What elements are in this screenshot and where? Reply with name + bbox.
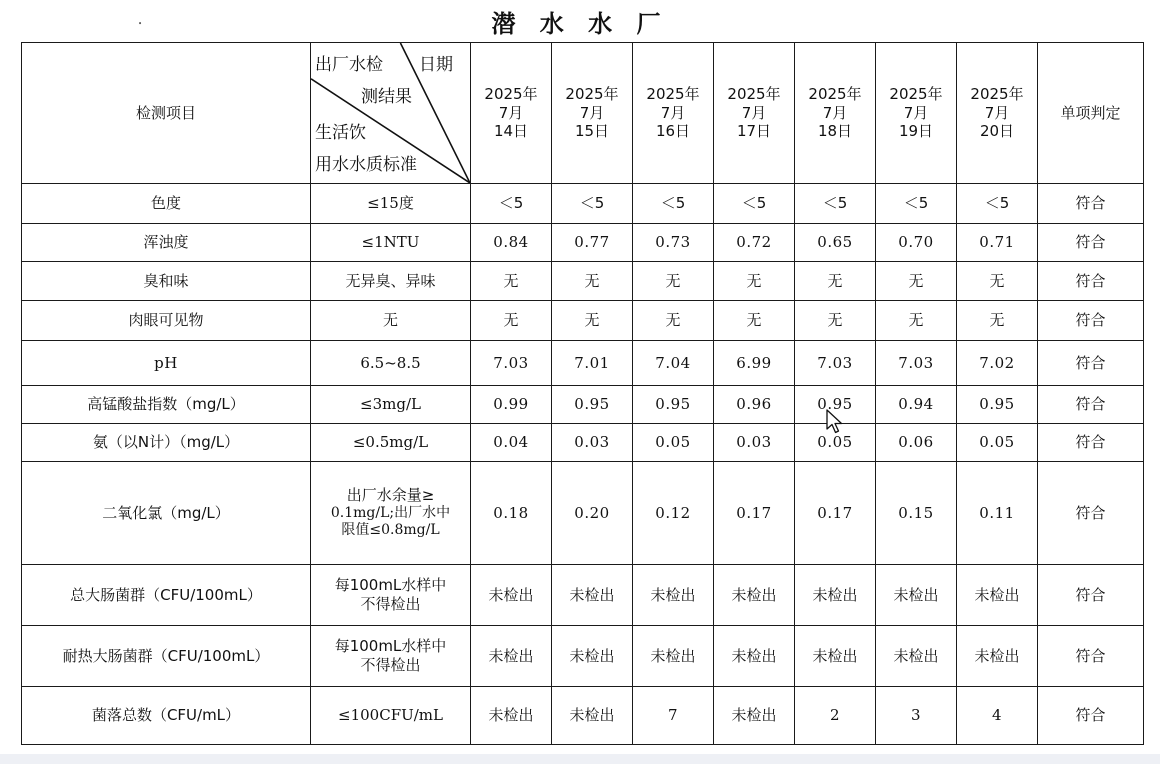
- row-result: 符合: [1038, 262, 1144, 301]
- row-result: 符合: [1038, 184, 1144, 224]
- row-value: 无: [876, 301, 957, 341]
- table-row: [22, 224, 1144, 262]
- row-value: 未检出: [552, 687, 633, 745]
- row-value: ＜5: [471, 184, 552, 224]
- row-value: 无: [957, 301, 1038, 341]
- water-quality-table: [21, 42, 1144, 745]
- table-row: [22, 341, 1144, 386]
- row-value: 0.05: [795, 424, 876, 462]
- row-value: 未检出: [471, 626, 552, 687]
- row-result: 符合: [1038, 224, 1144, 262]
- row-result: 符合: [1038, 386, 1144, 424]
- row-value: 0.95: [795, 386, 876, 424]
- table-row: [22, 462, 1144, 565]
- row-value: 0.03: [552, 424, 633, 462]
- row-value: 未检出: [633, 626, 714, 687]
- row-standard: 无: [311, 301, 471, 341]
- row-value: 0.15: [876, 462, 957, 565]
- row-standard: 每100mL水样中 不得检出: [311, 626, 471, 687]
- row-value: 未检出: [714, 565, 795, 626]
- mouse-pointer-icon: [826, 409, 846, 435]
- row-standard: 6.5~8.5: [311, 341, 471, 386]
- row-standard: ≤3mg/L: [311, 386, 471, 424]
- row-item-label: 浑浊度: [22, 224, 311, 262]
- row-value: 7.02: [957, 341, 1038, 386]
- table-row: [22, 301, 1144, 341]
- row-standard: ≤100CFU/mL: [311, 687, 471, 745]
- row-value: 6.99: [714, 341, 795, 386]
- page-title: 潜 水 水 厂: [491, 10, 669, 38]
- row-value: 无: [552, 301, 633, 341]
- row-value: 无: [471, 301, 552, 341]
- row-result: 符合: [1038, 565, 1144, 626]
- row-value: ＜5: [795, 184, 876, 224]
- row-value: 0.72: [714, 224, 795, 262]
- row-value: 7.03: [471, 341, 552, 386]
- row-standard: ≤1NTU: [311, 224, 471, 262]
- row-value: 2: [795, 687, 876, 745]
- row-value: 7.03: [795, 341, 876, 386]
- row-item-label: 高锰酸盐指数（mg/L）: [22, 386, 311, 424]
- row-value: 0.84: [471, 224, 552, 262]
- row-item-label: 二氧化氯（mg/L）: [22, 462, 311, 565]
- judgement-column-header: 单项判定: [1038, 43, 1144, 184]
- row-value: 0.20: [552, 462, 633, 565]
- row-value: 0.18: [471, 462, 552, 565]
- row-value: 无: [795, 262, 876, 301]
- row-value: 未检出: [957, 626, 1038, 687]
- row-value: 0.05: [957, 424, 1038, 462]
- diag-bottom-label-1: 生活饮: [315, 123, 366, 143]
- date-header-1: 2025年 7月 14日: [471, 43, 552, 184]
- row-value: 无: [471, 262, 552, 301]
- row-standard: 出厂水余量≥ 0.1mg/L;出厂水中 限值≤0.8mg/L: [311, 462, 471, 565]
- row-value: 0.70: [876, 224, 957, 262]
- table-row: [22, 687, 1144, 745]
- row-result: 符合: [1038, 424, 1144, 462]
- row-standard: 每100mL水样中 不得检出: [311, 565, 471, 626]
- row-result: 符合: [1038, 626, 1144, 687]
- header-row: [22, 43, 1144, 184]
- row-value: 0.95: [633, 386, 714, 424]
- row-standard: ≤15度: [311, 184, 471, 224]
- date-header-5: 2025年 7月 18日: [795, 43, 876, 184]
- row-value: 0.06: [876, 424, 957, 462]
- row-value: 无: [876, 262, 957, 301]
- row-value: 0.96: [714, 386, 795, 424]
- table-row: [22, 626, 1144, 687]
- row-item-label: pH: [22, 341, 311, 386]
- row-value: 0.99: [471, 386, 552, 424]
- row-value: 未检出: [471, 565, 552, 626]
- row-result: 符合: [1038, 301, 1144, 341]
- row-value: 7.04: [633, 341, 714, 386]
- row-value: 未检出: [795, 626, 876, 687]
- row-value: 0.05: [633, 424, 714, 462]
- table-row: [22, 424, 1144, 462]
- row-item-label: 总大肠菌群（CFU/100mL）: [22, 565, 311, 626]
- row-value: 无: [633, 262, 714, 301]
- row-value: 0.03: [714, 424, 795, 462]
- row-value: 4: [957, 687, 1038, 745]
- date-header-4: 2025年 7月 17日: [714, 43, 795, 184]
- row-value: 未检出: [714, 626, 795, 687]
- row-standard: ≤0.5mg/L: [311, 424, 471, 462]
- row-item-label: 耐热大肠菌群（CFU/100mL）: [22, 626, 311, 687]
- row-value: 未检出: [714, 687, 795, 745]
- row-item-label: 臭和味: [22, 262, 311, 301]
- row-value: 0.17: [795, 462, 876, 565]
- diagonal-header-cell: [311, 43, 471, 184]
- row-result: 符合: [1038, 341, 1144, 386]
- item-column-header: 检测项目: [22, 43, 311, 184]
- bottom-strip: [0, 754, 1160, 764]
- row-value: 7: [633, 687, 714, 745]
- row-value: 3: [876, 687, 957, 745]
- row-value: 无: [633, 301, 714, 341]
- row-value: 0.04: [471, 424, 552, 462]
- row-item-label: 氨（以N计）（mg/L）: [22, 424, 311, 462]
- table-row: [22, 184, 1144, 224]
- table-row: [22, 262, 1144, 301]
- row-value: 0.95: [552, 386, 633, 424]
- row-result: 符合: [1038, 687, 1144, 745]
- row-standard: 无异臭、异味: [311, 262, 471, 301]
- row-value: 未检出: [552, 626, 633, 687]
- row-value: 0.77: [552, 224, 633, 262]
- row-value: 无: [714, 262, 795, 301]
- row-value: 无: [795, 301, 876, 341]
- table-row: [22, 565, 1144, 626]
- row-value: 未检出: [876, 626, 957, 687]
- row-value: 7.03: [876, 341, 957, 386]
- row-value: ＜5: [633, 184, 714, 224]
- row-value: 未检出: [552, 565, 633, 626]
- row-value: 未检出: [795, 565, 876, 626]
- date-header-6: 2025年 7月 19日: [876, 43, 957, 184]
- row-value: 7.01: [552, 341, 633, 386]
- row-value: 未检出: [876, 565, 957, 626]
- date-header-2: 2025年 7月 15日: [552, 43, 633, 184]
- date-header-7: 2025年 7月 20日: [957, 43, 1038, 184]
- row-value: 未检出: [471, 687, 552, 745]
- scan-speck: •: [138, 20, 143, 28]
- row-value: ＜5: [957, 184, 1038, 224]
- row-value: 0.95: [957, 386, 1038, 424]
- diag-bottom-label-2: 用水水质标准: [315, 155, 417, 175]
- row-value: 未检出: [633, 565, 714, 626]
- row-value: ＜5: [714, 184, 795, 224]
- row-item-label: 肉眼可见物: [22, 301, 311, 341]
- row-item-label: 菌落总数（CFU/mL）: [22, 687, 311, 745]
- row-value: 无: [957, 262, 1038, 301]
- row-value: 0.12: [633, 462, 714, 565]
- diag-top-right-label: 日期: [419, 55, 453, 75]
- row-value: 0.11: [957, 462, 1038, 565]
- date-header-3: 2025年 7月 16日: [633, 43, 714, 184]
- row-value: 0.17: [714, 462, 795, 565]
- row-value: 0.94: [876, 386, 957, 424]
- table-row: [22, 386, 1144, 424]
- row-value: 0.71: [957, 224, 1038, 262]
- row-value: 无: [552, 262, 633, 301]
- row-value: 0.73: [633, 224, 714, 262]
- row-item-label: 色度: [22, 184, 311, 224]
- row-value: 未检出: [957, 565, 1038, 626]
- diag-middle-label: 测结果: [361, 87, 412, 107]
- row-value: 无: [714, 301, 795, 341]
- row-value: ＜5: [876, 184, 957, 224]
- diag-top-left-label: 出厂水检: [315, 55, 383, 75]
- row-result: 符合: [1038, 462, 1144, 565]
- row-value: ＜5: [552, 184, 633, 224]
- row-value: 0.65: [795, 224, 876, 262]
